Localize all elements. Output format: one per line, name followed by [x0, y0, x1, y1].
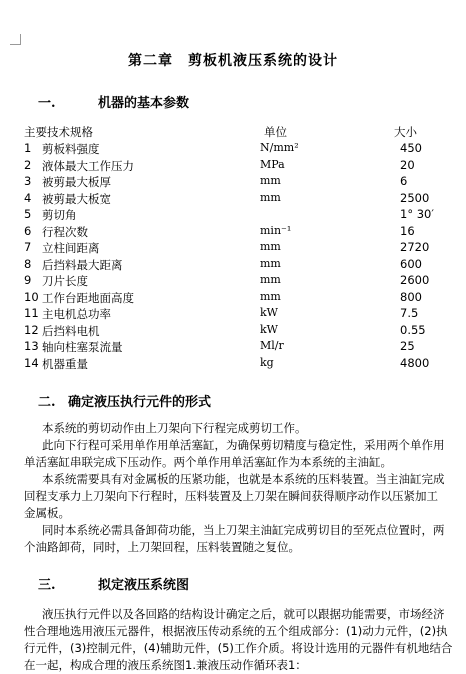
row-name: 工作台距地面高度	[42, 290, 134, 305]
row-name: 轴向柱塞泵流量	[42, 340, 123, 354]
body-line: 行元件，(3)控制元件，(4)辅助元件，(5)工作介质。将设计选用的元器件有机地结合	[24, 641, 453, 655]
row-value: 2500	[400, 190, 430, 205]
row-index: 3	[24, 174, 32, 188]
row-index: 11	[24, 306, 39, 320]
row-value: 25	[400, 339, 415, 353]
row-unit: mm	[260, 273, 281, 286]
row-index: 7	[24, 240, 32, 254]
row-index: 6	[24, 223, 32, 238]
row-index: 4	[24, 190, 32, 205]
row-unit: MPa	[260, 157, 285, 171]
row-value: 7.5	[400, 306, 419, 320]
row-name: 行程次数	[42, 224, 88, 239]
row-unit: kW	[260, 306, 278, 319]
header-name: 主要技术规格	[24, 125, 93, 139]
section2-body	[24, 420, 466, 556]
header-value: 大小	[394, 125, 417, 139]
section2-title: 确定液压执行元件的形式	[68, 395, 212, 410]
row-unit: mm	[260, 289, 281, 303]
body-line: 在一起，构成合理的液压系统图1.兼液压动作循环表1：	[24, 658, 307, 672]
body-line: 液压执行元件以及各回路的结构设计确定之后，就可以跟据功能需要，市场经济	[42, 607, 445, 621]
section3-heading	[38, 574, 189, 593]
header-unit: 单位	[264, 125, 287, 139]
row-value: 2600	[400, 273, 430, 287]
row-name: 后挡料最大距离	[42, 257, 123, 272]
row-index: 14	[24, 355, 39, 370]
row-index: 2	[24, 157, 32, 172]
row-name: 后挡料电机	[42, 323, 100, 338]
section1-title: 机器的基本参数	[98, 96, 190, 111]
row-value: 1° 30′	[400, 207, 434, 221]
row-value: 4800	[400, 355, 430, 370]
row-index: 5	[24, 207, 32, 221]
row-name: 主电机总功率	[42, 307, 111, 321]
section2-number: 二.	[38, 395, 56, 410]
row-unit: mm	[260, 174, 281, 187]
body-line: 同时本系统必需具备卸荷功能，当上刀架主油缸完成剪切目的至死点位置时，两	[42, 523, 445, 537]
row-unit: kg	[260, 355, 274, 369]
row-unit: Ml/r	[260, 339, 284, 352]
row-name: 剪板料强度	[42, 142, 100, 156]
row-unit: kW	[260, 322, 278, 336]
row-index: 12	[24, 322, 39, 337]
row-name: 被剪最大板厚	[42, 175, 111, 189]
row-name: 刀片长度	[42, 274, 88, 288]
row-index: 1	[24, 141, 32, 155]
row-unit: mm	[260, 256, 281, 270]
body-line: 本系统需要具有对金属板的压紧功能，也就是本系统的压料装置。当主油缸完成	[42, 472, 445, 486]
row-unit: mm	[260, 240, 281, 253]
section1-number: 一.	[38, 96, 56, 111]
body-line: 单活塞缸串联完成下压动作。两个单作用单活塞缸作为本系统的主油缸。	[24, 455, 392, 469]
row-unit: mm	[260, 190, 281, 204]
row-name: 机器重量	[42, 356, 88, 371]
section1-heading	[38, 92, 189, 111]
row-unit: N/mm²	[260, 141, 299, 154]
body-line: 此向下行程可采用单作用单活塞缸，为确保剪切精度与稳定性，采用两个单作用	[42, 438, 445, 452]
row-value: 16	[400, 223, 415, 238]
section3-body	[24, 606, 466, 674]
row-value: 450	[400, 141, 422, 155]
row-index: 9	[24, 273, 32, 287]
crop-mark	[10, 34, 21, 45]
row-value: 800	[400, 289, 422, 304]
row-value: 600	[400, 256, 422, 271]
row-unit: min⁻¹	[260, 223, 292, 237]
row-name: 液体最大工作压力	[42, 158, 134, 173]
section3-title: 拟定液压系统图	[98, 578, 190, 593]
body-line: 回程支承力上刀架向下行程时，压料装置及上刀架在瞬间获得顺序动作以压紧加工	[24, 489, 438, 503]
section3-number: 三.	[38, 578, 56, 593]
body-line: 性合理地选用液压元器件，根据液压传动系统的五个组成部分：(1)动力元件，(2)执	[24, 624, 448, 638]
row-value: 6	[400, 174, 408, 188]
body-line: 金属板。	[24, 506, 70, 520]
body-line: 本系统的剪切动作由上刀架向下行程完成剪切工作。	[42, 421, 307, 435]
chapter-title: 第二章 剪板机液压系统的设计	[128, 53, 338, 69]
row-name: 剪切角	[42, 208, 77, 222]
row-name: 立柱间距离	[42, 241, 100, 255]
section2-heading	[38, 391, 211, 410]
row-index: 13	[24, 339, 39, 353]
row-index: 10	[24, 289, 39, 304]
row-index: 8	[24, 256, 32, 271]
row-value: 20	[400, 157, 415, 172]
row-value: 0.55	[400, 322, 426, 337]
row-name: 被剪最大板宽	[42, 191, 111, 206]
body-line: 个油路卸荷，同时，上刀架回程，压料装置随之复位。	[24, 540, 300, 554]
row-value: 2720	[400, 240, 430, 254]
